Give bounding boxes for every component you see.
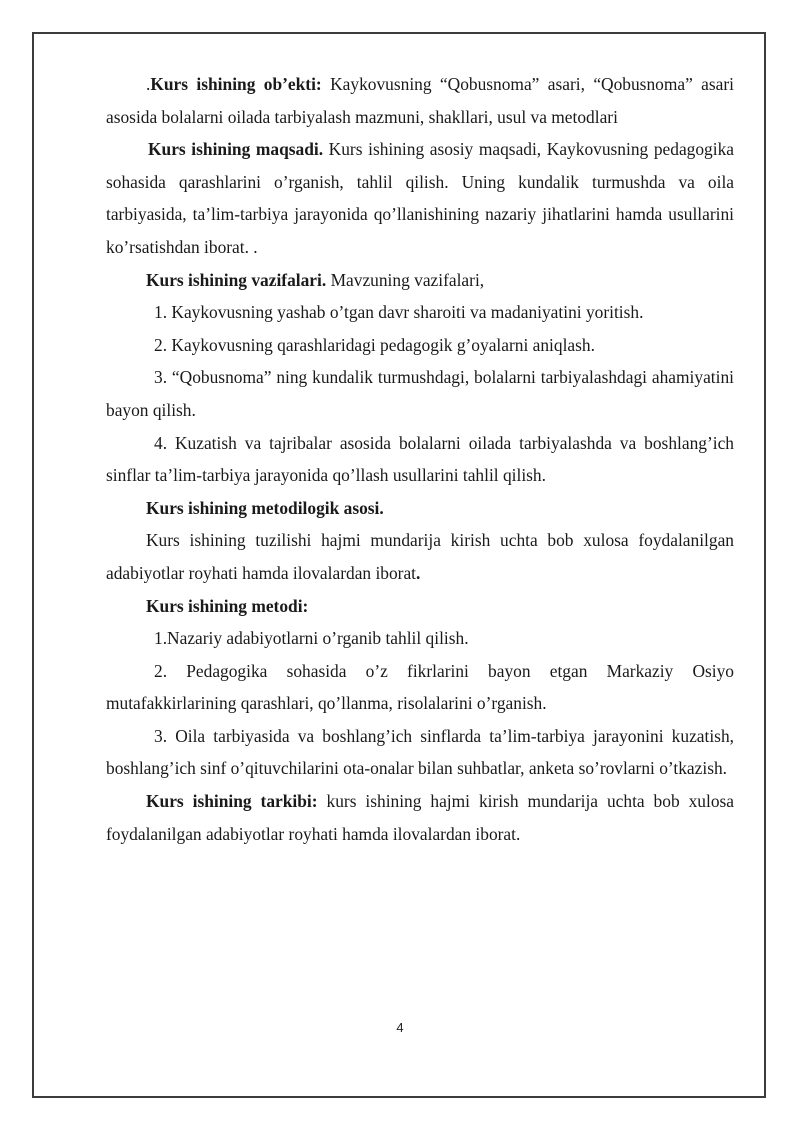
- label-methodology: Kurs ishining metodilogik asosi.: [146, 497, 384, 518]
- text-structure: Kurs ishining tuzilishi hajmi mundarija kirish uchta bob xulosa foydalanilgan adabiyotlar royhati hamda ilovalardan iborat: [106, 530, 734, 583]
- paragraph-methodology-heading: [106, 492, 734, 525]
- paragraph-structure: [106, 524, 734, 589]
- paragraph-methods-heading: [106, 590, 734, 623]
- label-tasks: Kurs ishining vazifalari.: [146, 269, 327, 290]
- paragraph-object: [106, 68, 734, 133]
- label-object: Kurs ishining ob’ekti:: [150, 74, 322, 94]
- label-composition: Kurs ishining tarkibi:: [146, 791, 318, 812]
- lead-dot: .: [146, 74, 151, 94]
- paragraph-goal: [106, 133, 734, 263]
- task-item-3: 3. “Qobusnoma” ning kundalik turmushdagi, bolalarni tarbiyalashdagi ahamiyatini bayon qilish.: [106, 367, 734, 420]
- method-item-1: 1.Nazariy adabiyotlarni o’rganib tahlil qilish.: [154, 628, 469, 649]
- structure-period: .: [416, 562, 421, 583]
- task-item-4: 4. Kuzatish va tajribalar asosida bolalarni oilada tarbiyalashda va boshlang’ich sinflar ta’lim-tarbiya jarayonida qo’llash usullarini tahlil qilish.: [106, 432, 734, 486]
- paragraph-composition: [106, 785, 734, 850]
- method-item-2: 2. Pedagogika sohasida o’z fikrlarini bayon etgan Markaziy Osiyo mutafakkirlarining qarashlari, qo’llanma, risolalarini o’rganish.: [106, 660, 734, 714]
- text-tasks: Mavzuning vazifalari,: [326, 269, 485, 290]
- label-goal: Kurs ishining maqsadi.: [148, 139, 324, 160]
- text-goal: Kurs ishining asosiy maqsadi, Kaykovusning pedagogika sohasida qarashlarini o’rganish, tahlil qilish. Uning kundalik turmushda va oila tarbiyasida, ta’lim-tarbiya jarayonida qo’llanishining nazariy jihatlarini hamda usullarini ko’rsatishdan iborat. .: [106, 139, 734, 257]
- text-composition: kurs ishining hajmi kirish mundarija uchta bob xulosa foydalanilgan adabiyotlar royhati hamda ilovalardan iborat.: [106, 791, 734, 844]
- page-number: 4: [396, 1020, 404, 1035]
- task-item-2: 2. Kaykovusning qarashlaridagi pedagogik g’oyalarni aniqlash.: [154, 334, 595, 355]
- text-object: Kaykovusning “Qobusnoma” asari, “Qobusnoma” asari asosida bolalarni oilada tarbiyalash mazmuni, shakllari, usul va metodlari: [106, 74, 735, 127]
- paragraph-tasks-heading: [106, 264, 734, 297]
- method-item-3: 3. Oila tarbiyasida va boshlang’ich sinflarda ta’lim-tarbiya jarayonini kuzatish, boshlang’ich sinf o’qituvchilarini ota-onalar bilan suhbatlar, anketa so’rovlarni o’tkazish.: [106, 725, 734, 779]
- task-item-1: 1. Kaykovusning yashab o’tgan davr sharoiti va madaniyatini yoritish.: [154, 302, 644, 323]
- label-methods: Kurs ishining metodi:: [146, 595, 309, 616]
- document-body: [106, 68, 734, 850]
